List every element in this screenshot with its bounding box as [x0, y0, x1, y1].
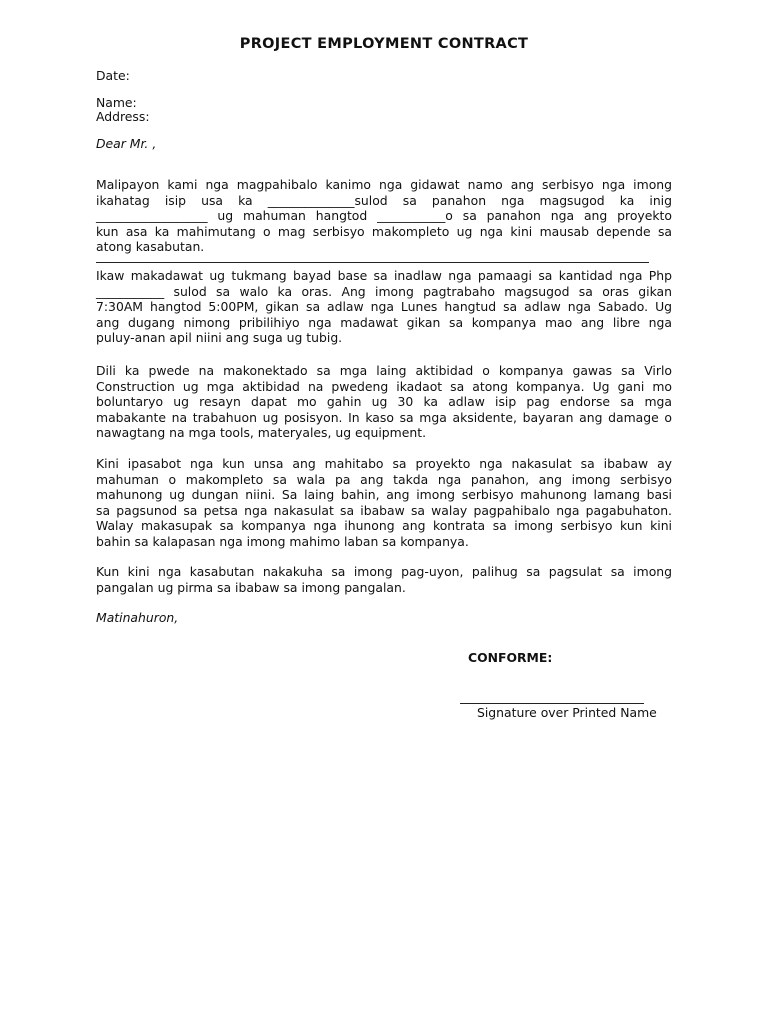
- paragraph-termination: [96, 456, 672, 550]
- paragraph-line: Dili ka pwede na makonektado sa mga laing aktibidad o kompanya gawas sa Virlo: [96, 363, 672, 378]
- name-label: Name:: [96, 95, 137, 110]
- paragraph-line: mahuman o makompleto sa wala pa ang takda nga panahon, ang imong serbisyo: [96, 471, 672, 487]
- paragraph-line: __________________ ug mahuman hangtod ___________o sa panahon nga ang proyekto: [96, 208, 672, 224]
- paragraph-agreement: [96, 564, 672, 595]
- address-label: Address:: [96, 109, 150, 124]
- paragraph-line: boluntaryo ug resayn dapat mo gahin ug 30 ka adlaw isip pag endorse sa mga: [96, 394, 672, 410]
- paragraph-line: pangalan ug pirma sa ibabaw sa imong pangalan.: [96, 579, 406, 595]
- closing: Matinahuron,: [96, 610, 179, 625]
- paragraph-acceptance: [96, 177, 672, 255]
- paragraph-line: Kini ipasabot nga kun unsa ang mahitabo sa proyekto nga nakasulat sa ibabaw ay: [96, 456, 672, 471]
- conforme-label: CONFORME:: [468, 650, 553, 665]
- paragraph-line: ang dugang nimong pribilihiyo nga madawat gikan sa kompanya mao ang libre nga: [96, 314, 672, 330]
- paragraph-line: Malipayon kami nga magpahibalo kanimo nga gidawat namo ang serbisyo nga imong: [96, 177, 672, 192]
- paragraph-line: 7:30AM hangtod 5:00PM, gikan sa adlaw nga Lunes hangtud sa adlaw nga Sabado. Ug: [96, 299, 672, 315]
- paragraph-restrictions: [96, 363, 672, 441]
- document-title: PROJECT EMPLOYMENT CONTRACT: [239, 36, 529, 52]
- horizontal-rule: [96, 262, 649, 263]
- paragraph-line: puluy-anan apil niini ang suga ug tubig.: [96, 330, 343, 346]
- paragraph-line: sa pagsunod sa petsa nga nakasulat sa ibabaw sa walay pagpahibalo nga pagabuhaton.: [96, 502, 672, 518]
- paragraph-line: ___________ sulod sa walo ka oras. Ang imong pagtrabaho magsugod sa oras gikan: [96, 283, 672, 299]
- paragraph-line: bahin sa kalapasan nga imong mahimo laban sa kompanya.: [96, 533, 469, 549]
- paragraph-line: ikahatag isip usa ka ______________sulod sa panahon nga magsugod ka inig: [96, 192, 672, 208]
- paragraph-line: Ikaw makadawat ug tukmang bayad base sa inadlaw nga pamaagi sa kantidad nga Php: [96, 268, 672, 283]
- paragraph-line: mabakante na trabahuon ug posisyon. In kaso sa mga aksidente, bayaran ang damage o: [96, 409, 672, 425]
- paragraph-line: Walay makasupak sa kompanya nga ihunong ang kontrata sa imong serbisyo kun kini: [96, 518, 672, 534]
- paragraph-line: kun asa ka mahimutang o mag serbisyo makompleto ug nga kini mausab depende sa: [96, 223, 672, 239]
- paragraph-line: Construction ug mga aktibidad na pwedeng ikadaot sa atong kompanya. Ug gani mo: [96, 378, 672, 394]
- paragraph-line: mahunong ug dungan niini. Sa laing bahin, ang imong serbisyo mahunong lamang basi: [96, 487, 672, 503]
- signature-line: [460, 703, 644, 704]
- paragraph-line: Kun kini nga kasabutan nakakuha sa imong pag-uyon, palihug sa pagsulat sa imong: [96, 564, 672, 579]
- signature-label: Signature over Printed Name: [477, 705, 657, 720]
- paragraph-compensation: [96, 268, 672, 346]
- salutation: Dear Mr. ,: [96, 136, 157, 151]
- paragraph-line: atong kasabutan.: [96, 239, 205, 255]
- paragraph-line: nawagtang na mga tools, materyales, ug equipment.: [96, 425, 427, 441]
- date-label: Date:: [96, 68, 130, 83]
